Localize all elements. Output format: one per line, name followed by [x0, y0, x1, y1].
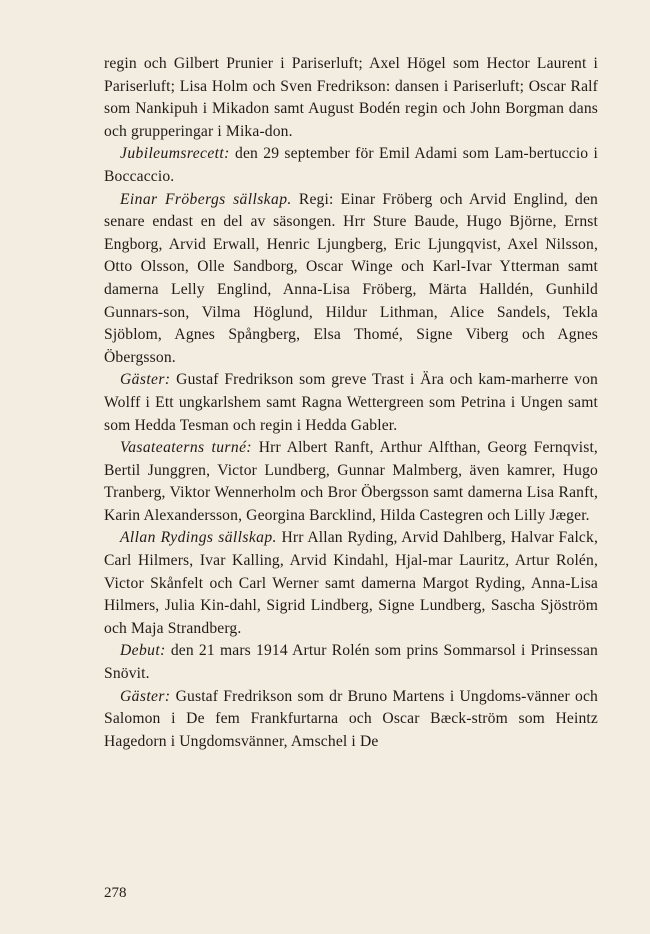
paragraph-text: Gustaf Fredrikson som greve Trast i Ära och kam-marherre von Wolff i Ett ungkarlshem samt Ragna Wettergreen som Petrina i Ungen samt som Hedda Tesman och regin i Hedda Gabler.: [104, 371, 598, 434]
paragraph-lead: Einar Fröbergs sällskap.: [120, 190, 292, 208]
paragraph-debut: [104, 640, 598, 685]
paragraph-text: Gustaf Fredrikson som dr Bruno Martens i Ungdoms-vänner och Salomon i De fem Frankfurtarna och Oscar Bæck-ström som Heintz Hagedorn i Ungdomsvänner, Amschel i De: [104, 687, 598, 750]
paragraph-lead: Gäster:: [120, 687, 171, 705]
paragraph-text: regin och Gilbert Prunier i Pariserluft; Axel Högel som Hector Laurent i Pariserluft; Lisa Holm och Sven Fredrikson: dansen i Pariserluft; Oscar Ralf som Nankipuh i Mikadon samt August Bodén regin och John Borgman dans och grupperingar i Mika-don.: [104, 55, 598, 140]
paragraph-lead: Allan Rydings sällskap.: [120, 529, 277, 547]
paragraph-text: den 29 september för Emil Adami som Lam-bertuccio i Boccaccio.: [104, 145, 598, 185]
paragraph-continuation: [104, 53, 598, 143]
paragraph-text: den 21 mars 1914 Artur Rolén som prins Sommarsol i Prinsessan Snövit.: [104, 642, 598, 683]
paragraph-vasateaterns-turne: [104, 437, 598, 527]
paragraph-frobergs-sallskap: [104, 189, 598, 370]
paragraph-lead: Jubileumsrecett:: [120, 145, 230, 163]
paragraph-gaster-2: [104, 686, 598, 754]
page-number: 278: [104, 885, 127, 901]
paragraph-lead: Vasateaterns turné:: [120, 439, 253, 457]
paragraph-lead: Debut:: [120, 642, 166, 660]
paragraph-text: Regi: Einar Fröberg och Arvid Englind, den senare endast en del av säsongen. Hrr Sture Baude, Hugo Björne, Ernst Engborg, Arvid Erwall, Henric Ljungberg, Eric Ljungqvist, Axel Nilsson, Otto Olsson, Olle Sandborg, Oscar Winge och Karl-Ivar Ytterman samt damerna Lelly Englind, Anna-Lisa Fröberg, Märta Halldén, Gunhild Gunnars-son, Vilma Höglund, Hildur Lithman, Alice Sandels, Tekla Sjöblom, Agnes Spångberg, Elsa Thomé, Signe Viberg och Agnes Öbergsson.: [104, 190, 598, 366]
paragraph-rydings-sallskap: [104, 527, 598, 640]
paragraph-lead: Gäster:: [120, 371, 171, 389]
paragraph-text: Hrr Albert Ranft, Arthur Alfthan, Georg Fernqvist, Bertil Junggren, Victor Lundberg, Gunnar Malmberg, även kamrer, Hugo Tranberg, Viktor Wennerholm och Bror Öbergsson samt damerna Lisa Ranft, Karin Alexandersson, Georgina Barcklind, Hilda Castegren och Lilly Jæger.: [104, 439, 598, 524]
paragraph-text: Hrr Allan Ryding, Arvid Dahlberg, Halvar Falck, Carl Hilmers, Ivar Kalling, Arvid Kindahl, Hjal-mar Lauritz, Artur Rolén, Victor Skånfelt och Carl Werner samt damerna Margot Ryding, Anna-Lisa Hilmers, Julia Kin-dahl, Sigrid Lindberg, Signe Lundberg, Sascha Sjöström och Maja Strandberg.: [104, 529, 599, 637]
paragraph-gaster-1: [104, 369, 598, 437]
book-page-text: [104, 53, 598, 753]
paragraph-jubileumsrecett: [104, 143, 598, 188]
